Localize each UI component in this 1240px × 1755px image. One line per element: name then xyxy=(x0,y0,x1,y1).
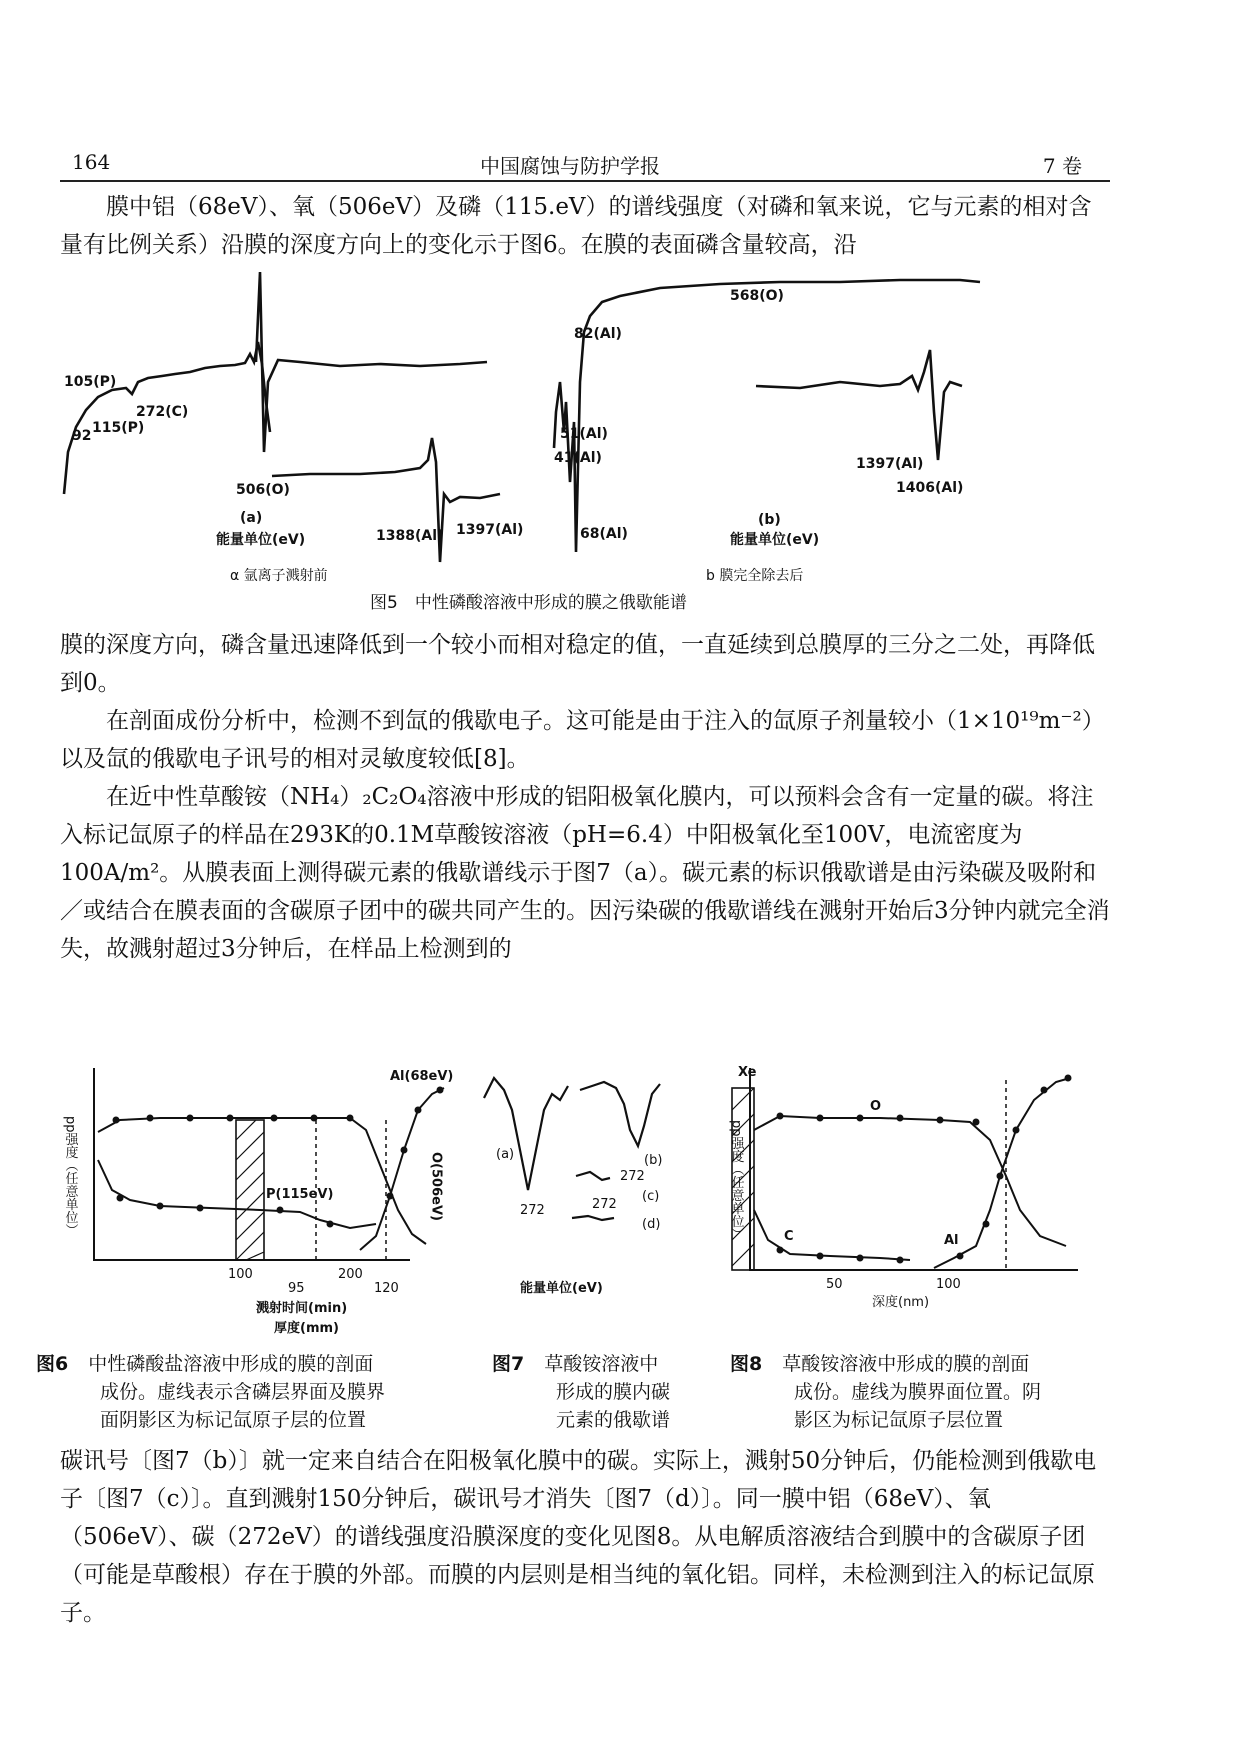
figure-6 xyxy=(60,1060,460,1340)
fig5b-panel-tag: (b) xyxy=(758,512,781,528)
fig5b-spectrum-right xyxy=(756,350,962,460)
fig8-label-c: C xyxy=(784,1229,794,1244)
fig5b-label-41Al: 41(Al) xyxy=(554,450,602,466)
paragraph-3: 在剖面成份分析中，检测不到氙的俄歇电子。这可能是由于注入的氙原子剂量较小（1×10¹⁹m⁻²）以及氙的俄歇电子讯号的相对灵敏度较低[8]。 xyxy=(60,708,1105,772)
paragraph-1: 膜中铝（68eV）、氧（506eV）及磷（115.eV）的谱线强度（对磷和氧来说，它与元素的相对含量有比例关系）沿膜的深度方向上的变化示于图6。在膜的表面磷含量较高，沿 xyxy=(60,194,1092,258)
fig7-spectrum-d xyxy=(572,1216,614,1220)
fig6-hatch-lines xyxy=(236,1120,264,1260)
fig7-label-a: (a) xyxy=(496,1147,515,1162)
fig7-label-c: (c) xyxy=(642,1189,660,1204)
fig7-caption xyxy=(492,1350,712,1434)
fig7-xlabel: 能量单位(eV) xyxy=(520,1281,603,1296)
fig6-xtick-95: 95 xyxy=(288,1281,305,1296)
fig5b-labels xyxy=(554,288,963,584)
fig5b-label-51Al: 51(Al) xyxy=(560,426,608,442)
fig8-label-o: O xyxy=(870,1099,882,1114)
fig6-label-al68: Al(68eV) xyxy=(390,1069,454,1084)
fig8-label-al: Al xyxy=(944,1233,959,1248)
fig8-xlabel: 深度(nm) xyxy=(872,1295,930,1310)
fig5a-label-105P: 105(P) xyxy=(64,374,117,390)
fig6-caption-line-3: 面阴影区为标记氙原子层的位置 xyxy=(100,1409,367,1431)
fig8-curve-c xyxy=(754,1210,910,1260)
fig7-spectrum-b xyxy=(580,1082,660,1146)
fig8-caption-line-3: 影区为标记氙原子层位置 xyxy=(794,1409,1004,1431)
running-header xyxy=(60,150,1110,180)
fig8-ylabel: pp强度（任意单位） xyxy=(728,1120,744,1241)
fig6-xlabel-thickness: 厚度(mm) xyxy=(274,1321,339,1336)
fig6-caption-line-1: 中性磷酸盐溶液中形成的膜的剖面 xyxy=(88,1353,374,1375)
header-rule xyxy=(60,180,1110,182)
page-number: 164 xyxy=(72,150,111,174)
paragraph-2: 膜的深度方向，磷含量迅速降低到一个较小而相对稳定的值，一直延续到总膜厚的三分之二处，再降低到0。 xyxy=(60,632,1095,696)
fig6-markers xyxy=(113,1087,444,1228)
fig7-label-272c: 272 xyxy=(592,1197,617,1212)
fig8-caption-line-1: 草酸铵溶液中形成的膜的剖面 xyxy=(782,1353,1030,1375)
fig7-caption-label: 图7 xyxy=(492,1353,525,1375)
fig5a-panel-tag: (a) xyxy=(240,510,263,526)
fig8-axes xyxy=(750,1068,1078,1270)
fig8-caption-line-2: 成份。虚线为膜界面位置。阴 xyxy=(794,1381,1042,1403)
fig5-panel-a xyxy=(64,272,500,562)
fig5b-label-1406Al: 1406(Al) xyxy=(896,480,964,496)
fig5b-label-68Al: 68(Al) xyxy=(580,526,628,542)
figure-7 xyxy=(480,1070,740,1310)
fig8-xtick-50: 50 xyxy=(826,1277,843,1292)
journal-title: 中国腐蚀与防护学报 xyxy=(480,154,660,178)
fig5a-label-1388Al: 1388(Al) xyxy=(376,528,444,544)
figure-5 xyxy=(40,262,1100,622)
fig5b-subcaption: b 膜完全除去后 xyxy=(706,568,804,584)
fig7-caption-line-2: 形成的膜内碳 xyxy=(556,1381,671,1403)
fig7-spectrum-c xyxy=(576,1172,610,1180)
fig8-label-xe: Xe xyxy=(738,1065,757,1080)
fig5a-xlabel: 能量单位(eV) xyxy=(216,532,306,548)
fig5b-label-82Al: 82(Al) xyxy=(574,326,622,342)
fig5b-label-1397Al: 1397(Al) xyxy=(856,456,924,472)
volume-label: 7 卷 xyxy=(1042,154,1082,178)
fig5a-label-272C: 272(C) xyxy=(136,404,189,420)
fig6-curve-o xyxy=(98,1118,426,1244)
figure-8 xyxy=(720,1060,1090,1310)
fig7-caption-line-1: 草酸铵溶液中 xyxy=(544,1353,659,1375)
fig5a-label-92: 92 xyxy=(72,428,92,444)
fig5a-label-1397Al: 1397(Al) xyxy=(456,522,524,538)
fig7-spectrum-a xyxy=(484,1078,568,1190)
fig6-xtick-100: 100 xyxy=(228,1267,253,1282)
fig6-ylabel: pp强度（任意单位） xyxy=(62,1116,78,1237)
fig7-label-272a: 272 xyxy=(520,1203,545,1218)
fig6-xlabel-time: 溅射时间(min) xyxy=(256,1301,348,1316)
paragraph-4: 在近中性草酸铵（NH₄）₂C₂O₄溶液中形成的铝阳极氧化膜内，可以预料会含有一定量的碳。将注入标记氙原子的样品在293K的0.1M草酸铵溶液（pH=6.4）中阳极氧化至100V，电流密度为100A/m²。从膜表面上测得碳元素的俄歇谱线示于图7（a）。碳元素的标识俄歇谱是由污染碳及吸附和／或结合在膜表面的含碳原子团中的碳共同产生的。因污染碳的俄歇谱线在溅射开始后3分钟内就完全消失，故溅射超过3分钟后，在样品上检测到的 xyxy=(60,784,1110,962)
fig5a-label-506O: 506(O) xyxy=(236,482,290,498)
fig6-xe-hatch xyxy=(236,1120,264,1260)
fig7-label-272b: 272 xyxy=(620,1169,645,1184)
fig6-curve-p xyxy=(98,1160,376,1228)
fig5b-label-568O: 568(O) xyxy=(730,288,784,304)
fig6-caption xyxy=(36,1350,456,1434)
fig6-xtick-200: 200 xyxy=(338,1267,363,1282)
fig6-label-o506: O(506eV) xyxy=(428,1152,444,1221)
fig6-caption-line-2: 成份。虚线表示含磷层界面及膜界 xyxy=(100,1381,386,1403)
fig7-label-b: (b) xyxy=(644,1153,663,1168)
fig8-markers xyxy=(777,1075,1072,1264)
fig5b-xlabel: 能量单位(eV) xyxy=(730,532,820,548)
fig6-label-p115: P(115eV) xyxy=(266,1187,334,1202)
fig5a-spectrum-peak xyxy=(256,272,487,452)
fig8-caption xyxy=(730,1350,1110,1434)
fig5a-labels xyxy=(64,374,523,584)
paragraph-5: 碳讯号〔图7（b）〕就一定来自结合在阳极氧化膜中的碳。实际上，溅射50分钟后，仍能检测到俄歇电子〔图7（c）〕。直到溅射150分钟后，碳讯号才消失〔图7（d）〕。同一膜中铝（68eV）、氧（506eV）、碳（272eV）的谱线强度沿膜深度的变化见图8。从电解质溶液结合到膜中的含碳原子团（可能是草酸根）存在于膜的外部。而膜的内层则是相当纯的氧化铝。同样，未检测到注入的标记氙原子。 xyxy=(60,1448,1097,1626)
fig5a-subcaption: α 氩离子溅射前 xyxy=(230,568,328,584)
fig7-label-d: (d) xyxy=(642,1217,661,1232)
fig8-curve-o xyxy=(754,1116,1066,1246)
fig5-caption: 图5 中性磷酸溶液中形成的膜之俄歇能谱 xyxy=(370,593,687,613)
fig7-caption-line-3: 元素的俄歇谱 xyxy=(556,1409,671,1431)
fig6-xtick-120: 120 xyxy=(374,1281,399,1296)
fig5a-label-115P: 115(P) xyxy=(92,420,145,436)
fig8-xtick-100: 100 xyxy=(936,1277,961,1292)
fig6-caption-label: 图6 xyxy=(36,1353,69,1375)
fig8-caption-label: 图8 xyxy=(730,1353,763,1375)
